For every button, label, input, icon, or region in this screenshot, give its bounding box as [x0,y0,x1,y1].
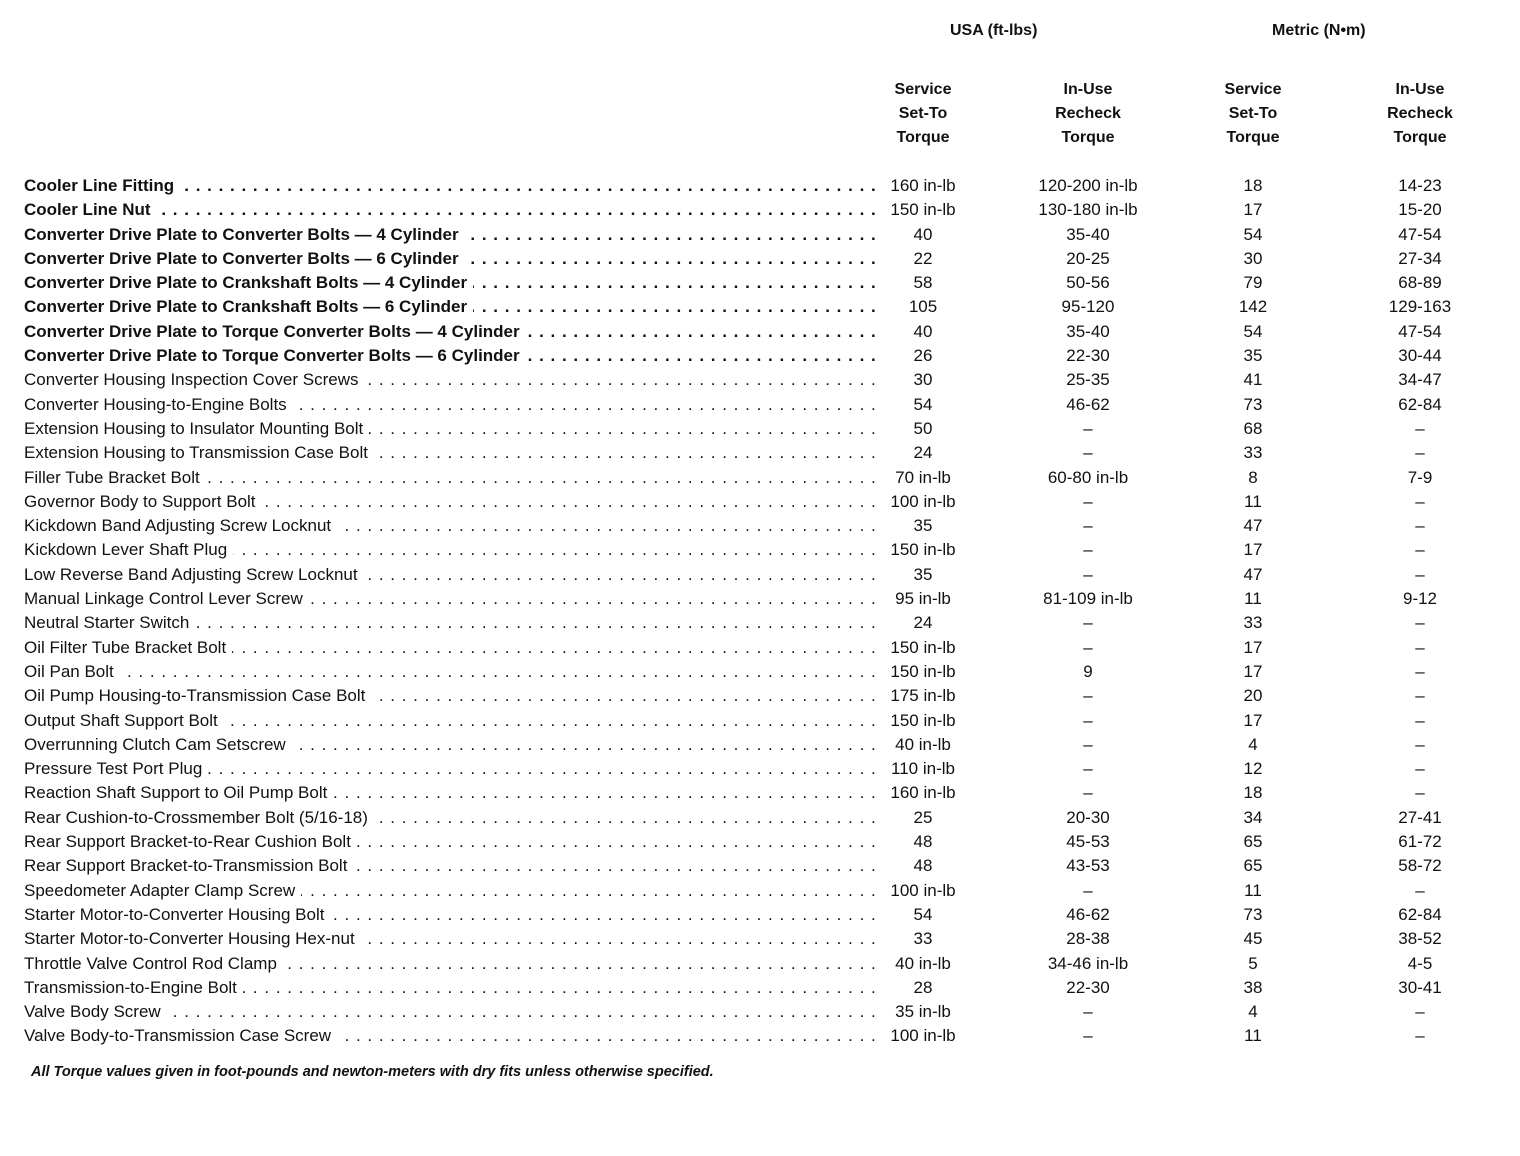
metric-set-to-value: 17 [1243,661,1263,681]
metric-set-to-value: 35 [1243,346,1263,366]
row-label: Rear Support Bracket-to-Rear Cushion Bolt [24,832,357,851]
metric-set-to-value: 4 [1248,1002,1258,1022]
metric-recheck-value: 4-5 [1407,953,1433,973]
usa-set-to-value: 150 in-lb [890,540,956,560]
row-label: Cooler Line Nut [24,200,157,219]
metric-set-to-value: 34 [1243,807,1263,827]
usa-recheck-value: – [1083,783,1093,803]
usa-recheck-value: 43-53 [1066,856,1110,876]
usa-set-to-value: 100 in-lb [890,1026,956,1046]
row-label: Starter Motor-to-Converter Housing Hex-nut [24,929,361,948]
row-label-cell [24,757,880,781]
row-label-cell [24,903,880,927]
usa-set-to-value: 110 in-lb [891,759,955,779]
metric-recheck-value: – [1415,783,1425,803]
usa-set-to-value: 150 in-lb [890,200,956,220]
table-row [0,781,1520,805]
usa-recheck-value: 22-30 [1066,346,1110,366]
metric-set-to-value: 54 [1243,321,1263,341]
usa-set-to-value: 26 [913,346,933,366]
row-label-cell [24,854,880,878]
row-label-cell [24,879,880,903]
table-row [0,393,1520,417]
usa-set-to-value: 100 in-lb [890,491,956,511]
usa-set-to-value: 175 in-lb [890,686,956,706]
row-label-cell [24,927,880,951]
row-label: Kickdown Band Adjusting Screw Locknut [24,516,337,535]
usa-set-to-value: 33 [913,929,933,949]
row-label: Converter Drive Plate to Crankshaft Bolts — 4 Cylinder [24,273,473,292]
usa-set-to-value: 54 [913,394,933,414]
usa-set-to-value: 48 [913,832,933,852]
usa-recheck-value: – [1083,759,1093,779]
metric-recheck-value: 27-34 [1398,248,1442,268]
table-row [0,417,1520,441]
row-label: Valve Body Screw [24,1002,167,1021]
metric-set-to-value: 20 [1243,686,1263,706]
row-label-cell [24,247,880,271]
table-row [0,636,1520,660]
table-row [0,611,1520,635]
usa-set-to-value: 35 in-lb [895,1002,951,1022]
usa-set-to-value: 100 in-lb [890,880,956,900]
table-row [0,1024,1520,1048]
usa-set-to-value: 28 [913,977,933,997]
usa-set-to-value: 22 [913,248,933,268]
usa-set-to-value: 40 in-lb [895,953,951,973]
table-row [0,1000,1520,1024]
table-row [0,830,1520,854]
table-row [0,295,1520,319]
usa-recheck-value: – [1083,686,1093,706]
usa-recheck-value: – [1083,540,1093,560]
usa-set-to-value: 150 in-lb [890,661,956,681]
usa-recheck-value: 35-40 [1066,321,1110,341]
metric-set-to-value: 33 [1243,443,1263,463]
table-row [0,174,1520,198]
metric-recheck-value: – [1415,613,1425,633]
usa-service-set-to-header: Service Set-To Torque [894,81,952,146]
usa-recheck-value: 20-30 [1066,807,1110,827]
metric-recheck-value: – [1415,759,1425,779]
metric-in-use-recheck-header: In-Use Recheck Torque [1387,81,1453,146]
table-row [0,247,1520,271]
row-label: Rear Support Bracket-to-Transmission Bolt [24,856,353,875]
row-label-cell [24,368,880,392]
usa-recheck-value: 50-56 [1066,273,1110,293]
table-row [0,563,1520,587]
usa-recheck-value: – [1083,1002,1093,1022]
row-label: Oil Pan Bolt [24,662,120,681]
metric-recheck-value: – [1415,1026,1425,1046]
row-label-cell [24,441,880,465]
metric-set-to-value: 17 [1243,200,1263,220]
row-label-cell [24,806,880,830]
metric-recheck-value: 62-84 [1398,904,1442,924]
usa-set-to-value: 150 in-lb [890,637,956,657]
metric-recheck-value: 129-163 [1388,297,1452,317]
row-label: Extension Housing to Transmission Case Bolt [24,443,374,462]
row-label-cell [24,417,880,441]
row-label: Kickdown Lever Shaft Plug [24,540,233,559]
metric-recheck-value: 38-52 [1398,929,1442,949]
metric-recheck-value: – [1415,880,1425,900]
row-label: Reaction Shaft Support to Oil Pump Bolt [24,783,333,802]
usa-recheck-value: 81-109 in-lb [1043,589,1133,609]
table-row [0,903,1520,927]
table-row [0,684,1520,708]
row-label-cell [24,514,880,538]
row-label: Extension Housing to Insulator Mounting Bolt [24,419,369,438]
row-label-cell [24,1000,880,1024]
row-label-cell [24,223,880,247]
row-label: Governor Body to Support Bolt [24,492,262,511]
metric-set-to-value: 18 [1243,783,1263,803]
usa-recheck-value: – [1083,516,1093,536]
usa-set-to-value: 40 in-lb [895,734,951,754]
table-row [0,538,1520,562]
usa-set-to-value: 35 [913,516,933,536]
usa-set-to-value: 70 in-lb [895,467,951,487]
metric-recheck-value: 9-12 [1402,589,1438,609]
table-row [0,733,1520,757]
usa-set-to-value: 35 [913,564,933,584]
metric-recheck-value: 34-47 [1398,370,1442,390]
table-row [0,514,1520,538]
usa-set-to-value: 150 in-lb [890,710,956,730]
usa-recheck-value: 45-53 [1066,832,1110,852]
metric-recheck-value: – [1415,661,1425,681]
metric-set-to-value: 47 [1243,516,1263,536]
metric-set-to-value: 65 [1243,832,1263,852]
metric-recheck-value: 30-44 [1398,346,1442,366]
row-label-cell [24,1024,880,1048]
metric-set-to-value: 17 [1243,637,1263,657]
metric-set-to-value: 41 [1243,370,1263,390]
usa-recheck-value: 46-62 [1066,394,1110,414]
metric-set-to-value: 12 [1243,759,1263,779]
usa-set-to-value: 30 [913,370,933,390]
metric-recheck-value: 68-89 [1398,273,1442,293]
metric-set-to-value: 11 [1244,880,1262,900]
usa-recheck-value: 20-25 [1066,248,1110,268]
metric-recheck-value: 27-41 [1398,807,1442,827]
row-label: Filler Tube Bracket Bolt [24,468,206,487]
usa-recheck-value: – [1083,880,1093,900]
row-label-cell [24,781,880,805]
metric-set-to-value: 79 [1243,273,1263,293]
row-label: Output Shaft Support Bolt [24,711,224,730]
metric-recheck-value: 30-41 [1398,977,1442,997]
table-row [0,976,1520,1000]
metric-recheck-value: – [1415,734,1425,754]
usa-set-to-value: 24 [913,443,933,463]
table-row [0,441,1520,465]
torque-table-rows [0,174,1520,1049]
metric-set-to-value: 68 [1243,418,1263,438]
table-row [0,660,1520,684]
usa-recheck-value: 22-30 [1066,977,1110,997]
usa-recheck-value: 28-38 [1066,929,1110,949]
usa-recheck-value: – [1083,613,1093,633]
metric-recheck-value: 61-72 [1398,832,1442,852]
footnote: All Torque values given in foot-pounds and newton-meters with dry fits unless otherwise specified. [31,1064,714,1080]
table-row [0,271,1520,295]
row-label: Converter Drive Plate to Crankshaft Bolts — 6 Cylinder [24,297,473,316]
table-row [0,806,1520,830]
row-label-cell [24,344,880,368]
row-label-cell [24,952,880,976]
usa-recheck-value: 35-40 [1066,224,1110,244]
table-row [0,927,1520,951]
row-label: Starter Motor-to-Converter Housing Bolt [24,905,330,924]
row-label-cell [24,198,880,222]
row-label: Converter Drive Plate to Torque Converter Bolts — 4 Cylinder [24,322,526,341]
row-label-cell [24,466,880,490]
table-row [0,344,1520,368]
usa-recheck-value: 95-120 [1061,297,1115,317]
row-label-cell [24,295,880,319]
metric-recheck-value: – [1415,418,1425,438]
metric-set-to-value: 17 [1243,540,1263,560]
metric-set-to-value: 18 [1243,176,1263,195]
row-label-cell [24,611,880,635]
row-label: Pressure Test Port Plug [24,759,208,778]
metric-set-to-value: 54 [1243,224,1263,244]
usa-set-to-value: 105 [908,297,938,317]
metric-recheck-value: 58-72 [1398,856,1442,876]
row-label: Converter Drive Plate to Torque Converter Bolts — 6 Cylinder [24,346,526,365]
row-label: Neutral Starter Switch [24,613,195,632]
usa-set-to-value: 40 [913,224,933,244]
table-row [0,879,1520,903]
row-label-cell [24,636,880,660]
usa-recheck-value: 130-180 in-lb [1038,200,1138,220]
metric-recheck-value: 7-9 [1407,467,1433,487]
table-row [0,198,1520,222]
row-label: Transmission-to-Engine Bolt [24,978,243,997]
metric-recheck-value: – [1415,516,1425,536]
metric-recheck-value: 47-54 [1398,224,1442,244]
metric-set-to-value: 5 [1248,953,1258,973]
usa-set-to-value: 48 [913,856,933,876]
row-label: Oil Filter Tube Bracket Bolt [24,638,232,657]
row-label-cell [24,733,880,757]
usa-recheck-value: – [1083,710,1093,730]
table-row [0,320,1520,344]
row-label-cell [24,271,880,295]
usa-recheck-value: – [1083,564,1093,584]
usa-set-to-value: 160 in-lb [890,783,956,803]
row-label-cell [24,490,880,514]
usa-set-to-value: 40 [913,321,933,341]
usa-recheck-value: – [1083,491,1093,511]
table-row [0,466,1520,490]
metric-set-to-value: 38 [1243,977,1263,997]
metric-set-to-value: 11 [1244,589,1262,609]
row-label: Overrunning Clutch Cam Setscrew [24,735,292,754]
usa-set-to-value: 54 [913,904,933,924]
table-row [0,490,1520,514]
row-label: Converter Drive Plate to Converter Bolts — 4 Cylinder [24,225,465,244]
usa-recheck-value: 120-200 in-lb [1038,176,1138,195]
metric-recheck-value: – [1415,443,1425,463]
table-row [0,757,1520,781]
metric-recheck-value: – [1415,564,1425,584]
row-label: Valve Body-to-Transmission Case Screw [24,1026,337,1045]
metric-set-to-value: 30 [1243,248,1263,268]
usa-recheck-value: 60-80 in-lb [1047,467,1129,487]
usa-recheck-value: 46-62 [1066,904,1110,924]
usa-recheck-value: 34-46 in-lb [1047,953,1129,973]
row-label-cell [24,976,880,1000]
table-row [0,587,1520,611]
row-label-cell [24,563,880,587]
row-label-cell [24,709,880,733]
usa-set-to-value: 58 [913,273,933,293]
metric-set-to-value: 73 [1243,904,1263,924]
usa-set-to-value: 160 in-lb [890,176,956,195]
usa-in-use-recheck-header: In-Use Recheck Torque [1055,81,1121,146]
row-label: Converter Housing-to-Engine Bolts [24,395,293,414]
metric-recheck-value: 15-20 [1398,200,1442,220]
usa-recheck-value: – [1083,637,1093,657]
usa-recheck-value: – [1083,418,1093,438]
row-label: Cooler Line Fitting [24,176,180,195]
table-row [0,709,1520,733]
metric-set-to-value: 142 [1238,297,1268,317]
row-label: Rear Cushion-to-Crossmember Bolt (5/16-18) [24,808,374,827]
metric-set-to-value: 73 [1243,394,1263,414]
row-label-cell [24,660,880,684]
metric-set-to-value: 47 [1243,564,1263,584]
metric-recheck-value: – [1415,540,1425,560]
row-label-cell [24,393,880,417]
row-label: Low Reverse Band Adjusting Screw Locknut [24,565,364,584]
metric-recheck-value: – [1415,710,1425,730]
usa-set-to-value: 50 [913,418,933,438]
row-label: Manual Linkage Control Lever Screw [24,589,309,608]
row-label: Converter Drive Plate to Converter Bolts — 6 Cylinder [24,249,465,268]
metric-set-to-value: 17 [1243,710,1263,730]
metric-group-header: Metric (N•m) [1272,22,1366,39]
metric-recheck-value: – [1415,686,1425,706]
table-row [0,952,1520,976]
row-label-cell [24,538,880,562]
row-label: Throttle Valve Control Rod Clamp [24,954,283,973]
row-label-cell [24,684,880,708]
metric-set-to-value: 8 [1248,467,1258,487]
metric-set-to-value: 33 [1243,613,1263,633]
usa-set-to-value: 95 in-lb [895,589,951,609]
usa-recheck-value: 9 [1083,661,1093,681]
metric-service-set-to-header: Service Set-To Torque [1224,81,1282,146]
row-label-cell [24,587,880,611]
usa-recheck-value: 25-35 [1066,370,1110,390]
usa-group-header: USA (ft-lbs) [950,22,1038,39]
row-label-cell [24,174,880,198]
metric-recheck-value: – [1415,1002,1425,1022]
usa-recheck-value: – [1083,443,1093,463]
metric-recheck-value: – [1415,637,1425,657]
metric-recheck-value: 47-54 [1398,321,1442,341]
table-row [0,223,1520,247]
metric-recheck-value: – [1415,491,1425,511]
metric-set-to-value: 45 [1243,929,1263,949]
metric-set-to-value: 65 [1243,856,1263,876]
usa-set-to-value: 24 [913,613,933,633]
metric-recheck-value: 14-23 [1398,176,1442,195]
metric-set-to-value: 11 [1244,491,1262,511]
row-label: Converter Housing Inspection Cover Screws [24,370,364,389]
table-row [0,854,1520,878]
table-row [0,368,1520,392]
usa-set-to-value: 25 [913,807,933,827]
metric-recheck-value: 62-84 [1398,394,1442,414]
metric-set-to-value: 4 [1248,734,1258,754]
row-label: Speedometer Adapter Clamp Screw [24,881,301,900]
row-label-cell [24,830,880,854]
row-label: Oil Pump Housing-to-Transmission Case Bolt [24,686,371,705]
usa-recheck-value: – [1083,1026,1093,1046]
usa-recheck-value: – [1083,734,1093,754]
row-label-cell [24,320,880,344]
metric-set-to-value: 11 [1244,1026,1262,1046]
